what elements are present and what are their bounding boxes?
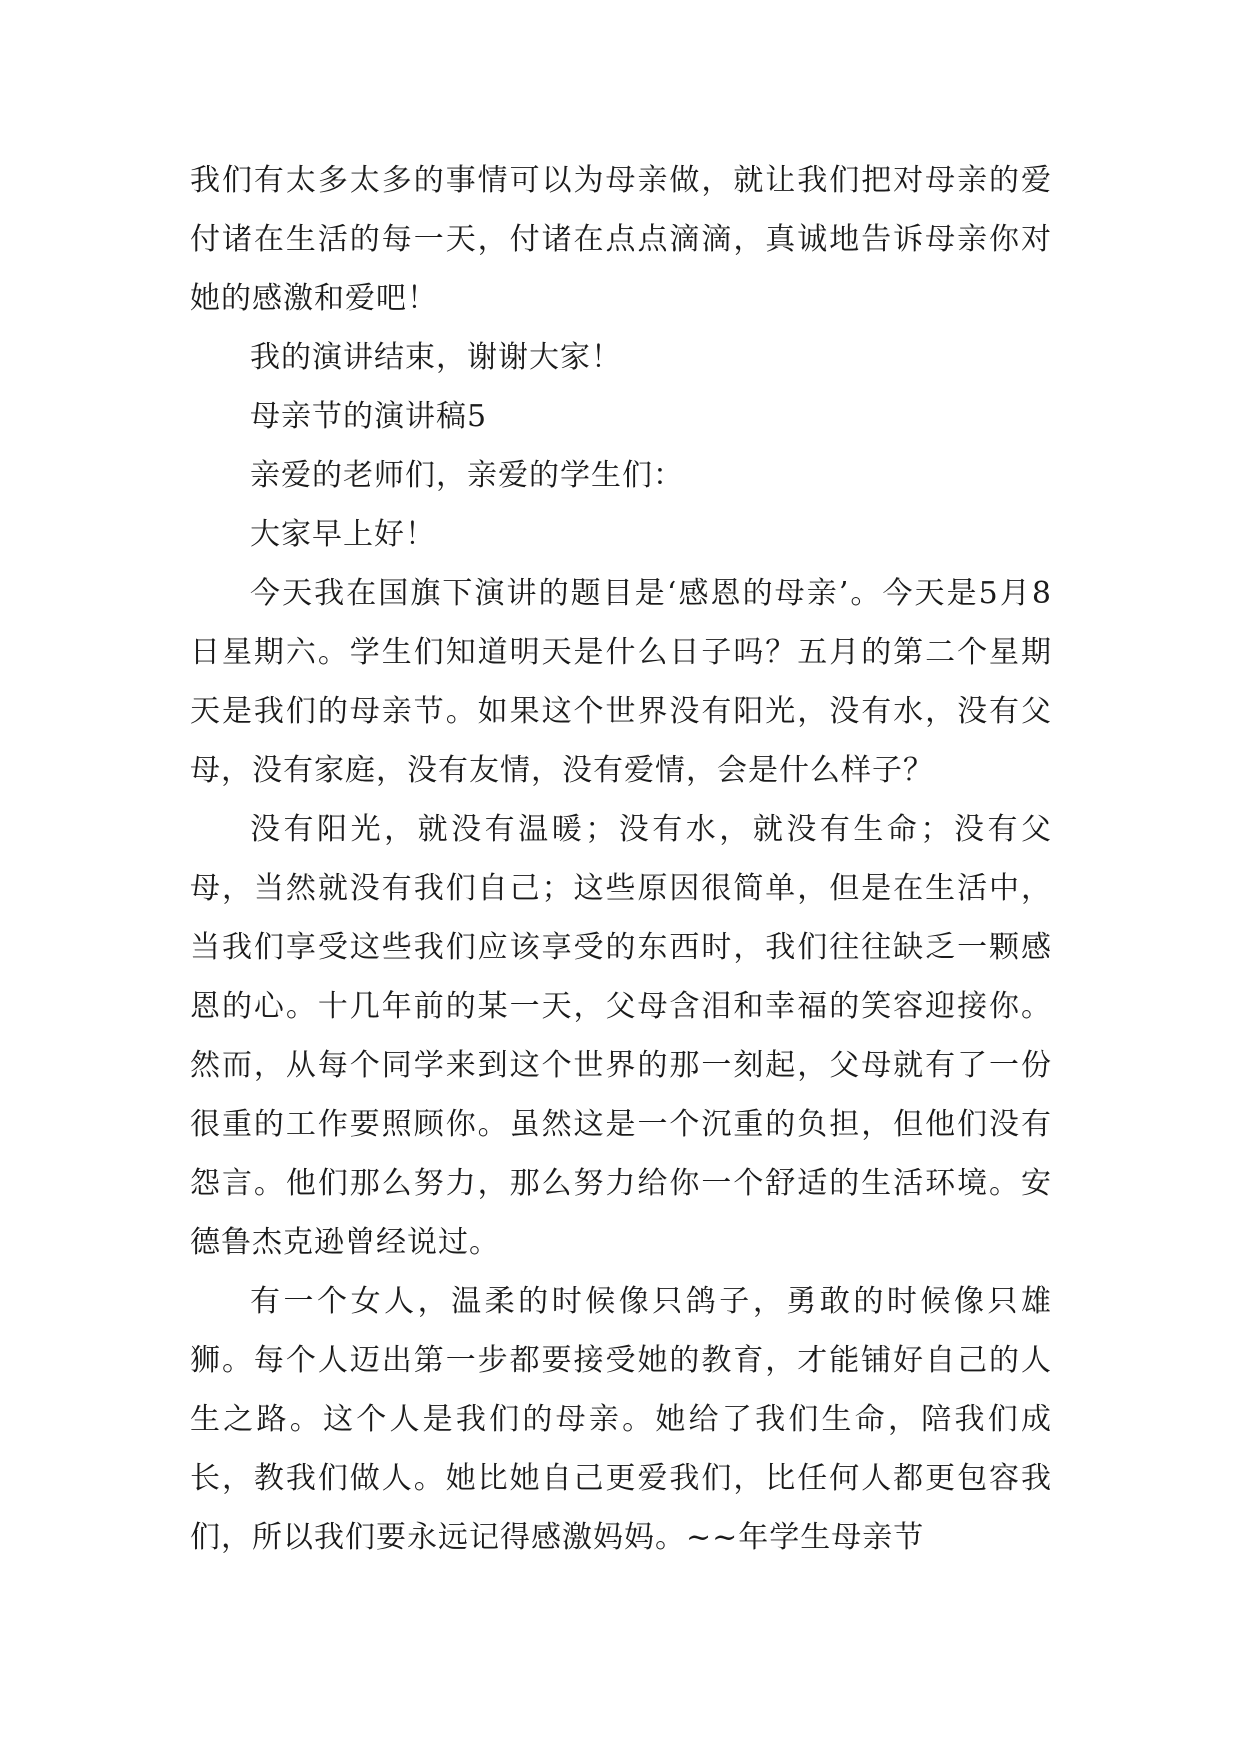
paragraph-1: 我们有太多太多的事情可以为母亲做，就让我们把对母亲的爱付诸在生活的每一天，付诸在点点滴滴，真诚地告诉母亲你对她的感激和爱吧！ [190,163,1052,316]
paragraph-8: 有一个女人，温柔的时候像只鸽子，勇敢的时候像只雄狮。每个人迈出第一步都要接受她的教育，才能铺好自己的人生之路。这个人是我们的母亲。她给了我们生命，陪我们成长，教我们做人。她比她自己更爱我们，比任何人都更包容我们，所以我们要永远记得感激妈妈。~~年学生母亲节 [190,1284,1052,1555]
paragraph-2: 我的演讲结束，谢谢大家！ [250,340,622,375]
section-title: 母亲节的演讲稿5 [250,399,488,434]
greeting: 大家早上好！ [250,517,436,552]
paragraph-7: 没有阳光，就没有温暖；没有水，就没有生命；没有父母，当然就没有我们自己；这些原因很简单，但是在生活中，当我们享受这些我们应该享受的东西时，我们往往缺乏一颗感恩的心。十几年前的某一天，父母含泪和幸福的笑容迎接你。然而，从每个同学来到这个世界的那一刻起，父母就有了一份很重的工作要照顾你。虽然这是一个沉重的负担，但他们没有怨言。他们那么努力，那么努力给你一个舒适的生活环境。安德鲁杰克逊曾经说过。 [190,812,1052,1260]
paragraph-6: 今天我在国旗下演讲的题目是‘感恩的母亲’。今天是5月8日星期六。学生们知道明天是什么日子吗？五月的第二个星期天是我们的母亲节。如果这个世界没有阳光，没有水，没有父母，没有家庭，没有友情，没有爱情，会是什么样子？ [190,576,1052,788]
salutation: 亲爱的老师们，亲爱的学生们： [250,458,684,493]
document-body [190,151,1052,1567]
